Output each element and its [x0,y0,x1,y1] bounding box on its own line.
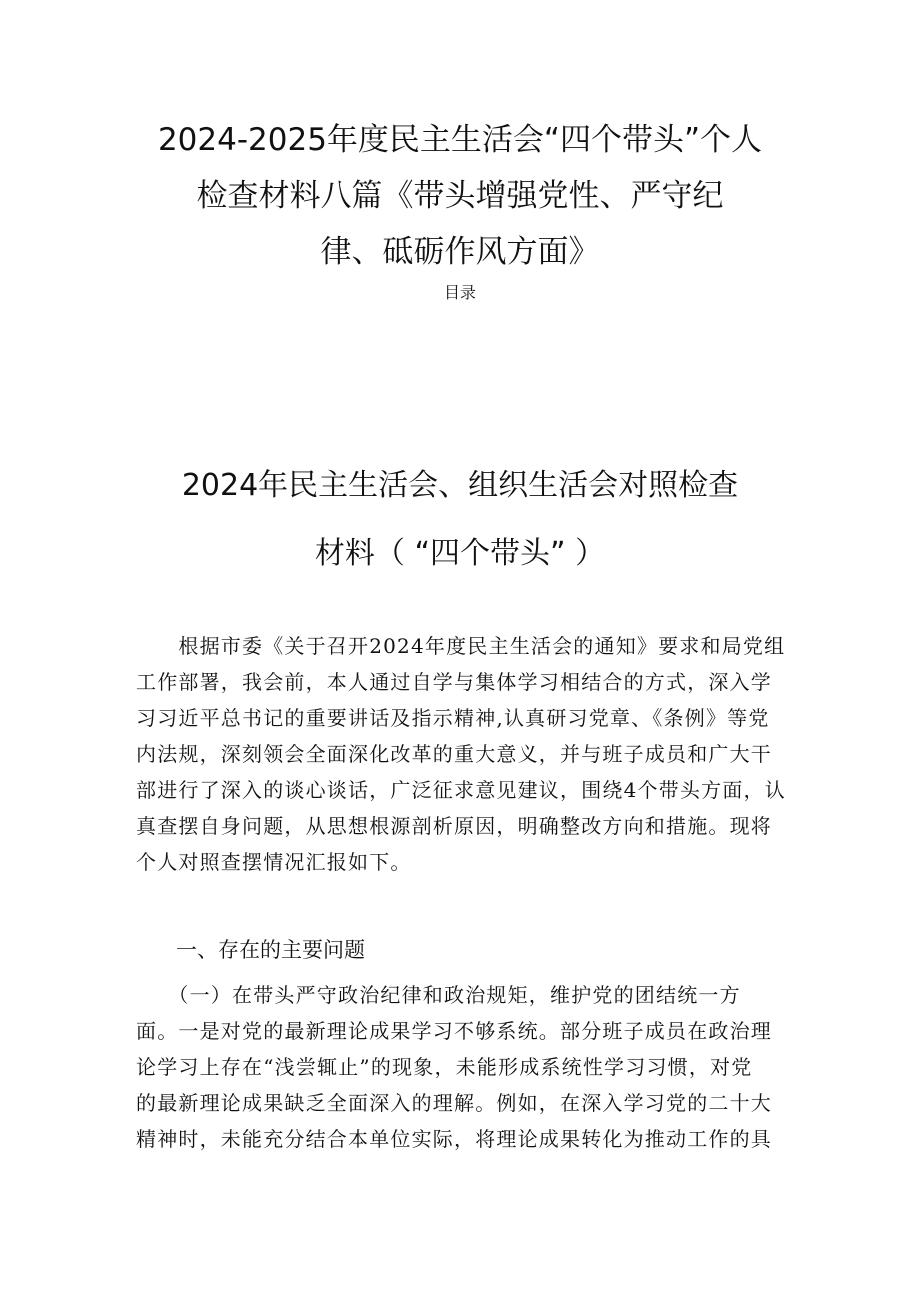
paragraph-line: 论学习上存在“浅尝辄止”的现象，未能形成系统性学习习惯，对党 [136,1055,753,1079]
table-of-contents-label: 目录 [443,283,476,302]
section-heading-problems: 一、存在的主要问题 [176,938,365,962]
document-title [120,112,800,280]
section-title-line: 材料（ “四个带头” ） [314,536,606,571]
problems-paragraph [136,977,796,1157]
intro-paragraph [136,628,796,880]
paragraph-line: 根据市委《关于召开2024年度民主生活会的通知》要求和局党组 [136,634,786,658]
paragraph-line: 习习近平总书记的重要讲话及指示精神,认真研习党章、《条例》等党 [136,706,770,730]
paragraph-line: 个人对照查摆情况汇报如下。 [136,850,412,874]
paragraph-line: 内法规，深刻领会全面深化改革的重大意义，并与班子成员和广大干 [136,742,772,766]
section-title [120,452,800,588]
document-title-line: 检查材料八篇《带头增强党性、严守纪 [196,178,724,214]
paragraph-line: 的最新理论成果缺乏全面深入的理解。例如，在深入学习党的二十大 [136,1091,772,1115]
document-title-line: 2024-2025年度民主生活会“四个带头”个人 [157,122,763,158]
section-title-line: 2024年民主生活会、组织生活会对照检查 [181,468,739,503]
paragraph-line: 精神时，未能充分结合本单位实际，将理论成果转化为推动工作的具 [136,1127,772,1151]
paragraph-line: 工作部署，我会前，本人通过自学与集体学习相结合的方式，深入学 [136,670,772,694]
paragraph-line: 面。一是对党的最新理论成果学习不够系统。部分班子成员在政治理 [136,1019,772,1043]
paragraph-line: （一）在带头严守政治纪律和政治规矩，维护党的团结统一方 [136,983,741,1007]
paragraph-line: 真查摆自身问题，从思想根源剖析原因，明确整改方向和措施。现将 [136,814,772,838]
paragraph-line: 部进行了深入的谈心谈话，广泛征求意见建议，围绕4个带头方面，认 [136,778,786,802]
document-title-line: 律、砥砺作风方面》 [320,234,600,270]
